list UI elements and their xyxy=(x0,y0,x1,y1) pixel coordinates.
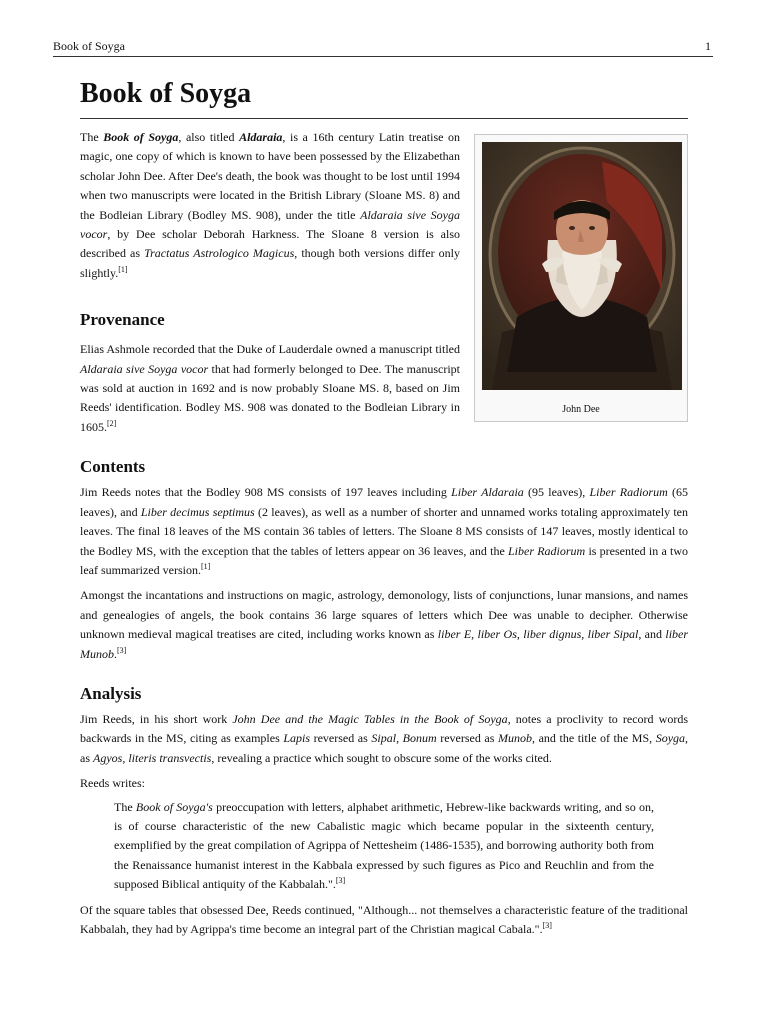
citation-link[interactable]: [3] xyxy=(117,645,127,655)
analysis-paragraph-1: Jim Reeds, in his short work John Dee and the Magic Tables in the Book of Soyga, notes a proclivity to record words backwards in the MS, citing as examples Lapis reversed as Sipal, Bonum reversed as Munob, and the title of the MS, Soyga, as Agyos, literis transvectis, revealing a practice which sought to obscure some of the works cited. xyxy=(80,711,689,765)
analysis-paragraph-3: Of the square tables that obsessed Dee, Reeds continued, "Although... not themselves a characteristic feature of the traditional Kabbalah, they had by Agrippa's time become an integral part of the Christian magical Cabala.".[3] xyxy=(80,902,688,936)
running-header-title: Book of Soyga xyxy=(53,39,125,53)
portrait-figure xyxy=(474,134,688,422)
intro-paragraph: The Book of Soyga, also titled Aldaraia, is a 16th century Latin treatise on magic, one copy of which is known to have been possessed by the Elizabethan scholar John Dee. After Dee's death, the book was thought to be lost until 1994 when two manuscripts were located in the British Library (Sloane MS. 8) and the Bodleian Library (Bodley MS. 908), under the title Aldaraia sive Soyga vocor, by Dee scholar Deborah Harkness. The Sloane 8 version is also described as Tractatus Astrologico Magicus, though both versions differ only slightly.[1] xyxy=(80,130,461,280)
page-title: Book of Soyga xyxy=(80,76,688,119)
citation-link[interactable]: [3] xyxy=(542,921,552,930)
provenance-paragraph: Elias Ashmole recorded that the Duke of Lauderdale owned a manuscript titled Aldaraia sive Soyga vocor that had formerly belonged to Dee. The manuscript was sold at auction in 1692 and is now probably Sloane MS. 8, based on Jim Reeds' identification. Bodley MS. 908 was donated to the Bodleian Library in 1605.[2] xyxy=(80,342,460,434)
citation-link[interactable]: [1] xyxy=(200,561,211,571)
section-heading-analysis: Analysis xyxy=(80,683,142,703)
article-body xyxy=(80,128,688,945)
contents-paragraph-2: Amongst the incantations and instructions on magic, astrology, demonology, lists of conjunctions, lunar mansions, and names and genealogies of angels, the book contains 36 large squares of letters which Dee was unable to decipher. Otherwise unknown medieval magical treatises are cited, including works known as liber E, liber Os, liber dignus, liber Sipal, and liber Munob.[3] xyxy=(80,588,689,661)
page-number: 1 xyxy=(705,39,711,53)
john-dee-portrait-image xyxy=(482,142,682,390)
citation-link[interactable]: [3] xyxy=(335,876,346,886)
running-header xyxy=(53,37,713,57)
contents-paragraph-1: Jim Reeds notes that the Bodley 908 MS consists of 197 leaves including Liber Aldaraia (95 leaves), Liber Radiorum (65 leaves), and Liber decimus septimus (2 leaves), as well as a number of shorter and unnamed works totaling approximately ten leaves. The final 18 leaves of the MS contain 36 tables of letters. The Sloane 8 MS consists of 147 leaves, mostly identical to the Bodley MS, with the exception that the tables of letters appear on 36 leaves, and the Liber Radiorum is presented in a two leaf summarized version.[1] xyxy=(80,485,688,577)
citation-link[interactable]: [2] xyxy=(107,418,117,428)
analysis-paragraph-2: Reeds writes: xyxy=(80,776,145,791)
reeds-quote: The Book of Soyga's preoccupation with letters, alphabet arithmetic, Hebrew-like backwards writing, and so on, is of course characteristic of the new Cabalistic magic which became popular in the sixteenth century, exemplified by the great compilation of Agrippa of Nettesheim (1486-1535), and borrowing authority both from the Renaissance humanist interest in the Kabbala expressed by such figures as Pico and Reuchlin and from the supposed Biblical antiquity of the Kabbalah.".[3] xyxy=(114,799,655,892)
section-heading-provenance: Provenance xyxy=(80,310,165,330)
section-heading-contents: Contents xyxy=(80,457,146,477)
citation-link[interactable]: [1] xyxy=(118,264,128,274)
figure-caption: John Dee xyxy=(562,404,600,415)
